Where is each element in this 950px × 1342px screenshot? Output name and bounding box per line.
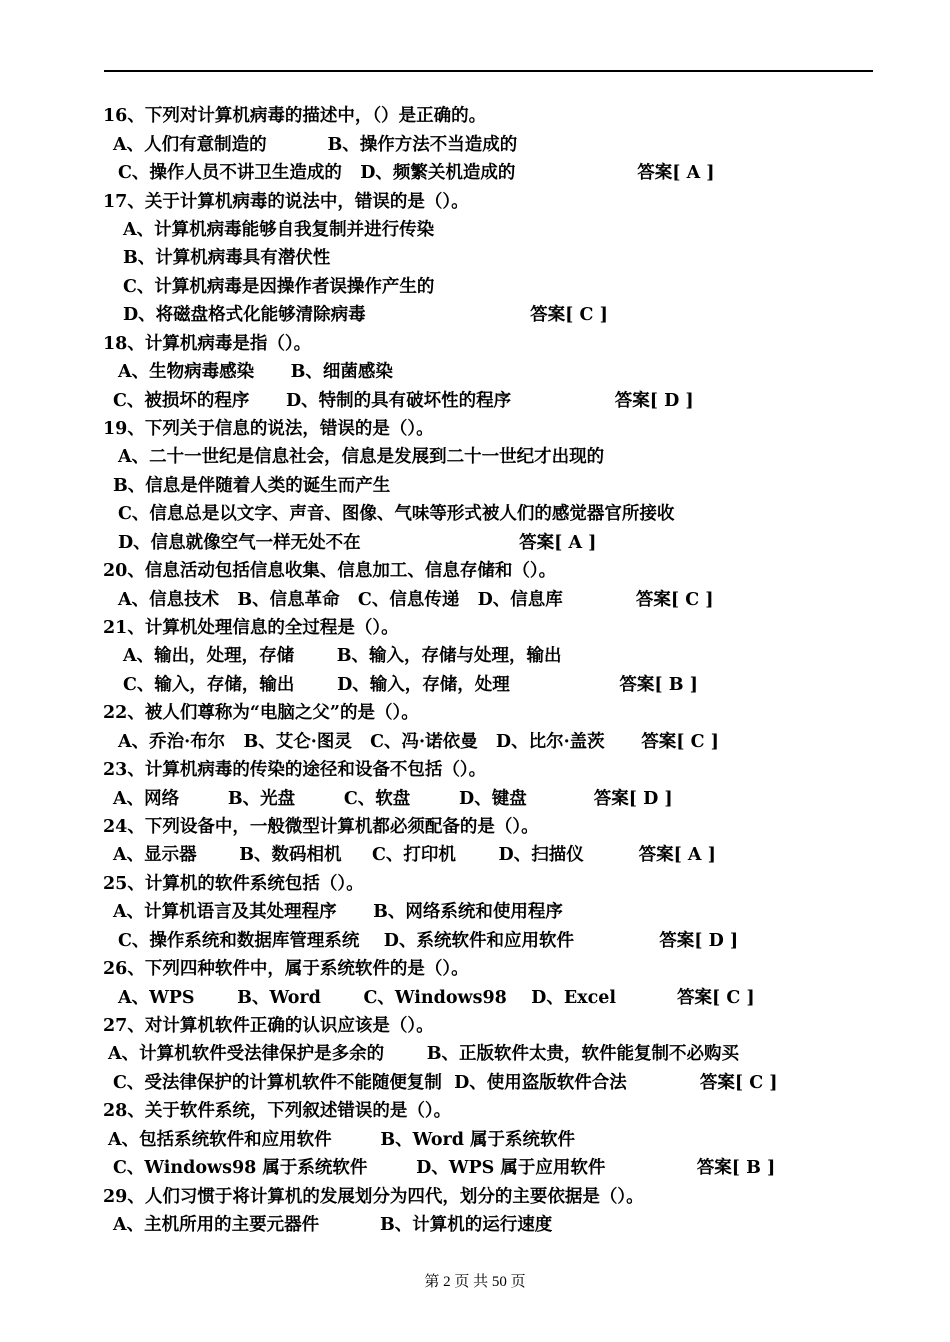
question-line: 28、关于软件系统，下列叙述错误的是（）。 xyxy=(103,1101,452,1121)
option-answer-line: C、操作系统和数据库管理系统 D、系统软件和应用软件 答案[ D ] xyxy=(118,931,739,951)
option-answer-line: A、信息技术 B、信息革命 C、信息传递 D、信息库 答案[ C ] xyxy=(118,590,714,610)
option-line: A、主机所用的主要元器件 B、计算机的运行速度 xyxy=(113,1215,553,1235)
option-answer-line: C、受法律保护的计算机软件不能随便复制 D、使用盗版软件合法 答案[ C ] xyxy=(113,1073,778,1093)
option-answer-line: C、操作人员不讲卫生造成的 D、频繁关机造成的 答案[ A ] xyxy=(118,163,715,183)
question-line: 21、计算机处理信息的全过程是（）。 xyxy=(103,618,399,638)
question-line: 18、计算机病毒是指（）。 xyxy=(103,334,312,354)
option-answer-line: A、显示器 B、数码相机 C、打印机 D、扫描仪 答案[ A ] xyxy=(113,845,716,865)
option-line: A、计算机语言及其处理程序 B、网络系统和使用程序 xyxy=(113,902,563,922)
option-line: C、计算机病毒是因操作者误操作产生的 xyxy=(123,277,435,297)
option-line: A、计算机病毒能够自我复制并进行传染 xyxy=(123,220,435,240)
option-line: C、信息总是以文字、声音、图像、气味等形式被人们的感觉器官所接收 xyxy=(118,504,675,524)
option-answer-line: D、将磁盘格式化能够清除病毒 答案[ C ] xyxy=(123,305,608,325)
option-line: A、输出，处理，存储 B、输入，存储与处理，输出 xyxy=(123,646,562,666)
option-line: A、生物病毒感染 B、细菌感染 xyxy=(118,362,393,382)
question-line: 19、下列关于信息的说法，错误的是（）。 xyxy=(103,419,434,439)
option-answer-line: C、被损坏的程序 D、特制的具有破坏性的程序 答案[ D ] xyxy=(113,391,694,411)
option-answer-line: C、Windows98 属于系统软件 D、WPS 属于应用软件 答案[ B ] xyxy=(113,1158,776,1178)
question-line: 27、对计算机软件正确的认识应该是（）。 xyxy=(103,1016,434,1036)
page-footer: 第 2 页 共 50 页 xyxy=(424,1274,526,1290)
question-line: 24、下列设备中，一般微型计算机都必须配备的是（）。 xyxy=(103,817,539,837)
question-line: 29、人们习惯于将计算机的发展划分为四代，划分的主要依据是（）。 xyxy=(103,1187,644,1207)
option-line: B、信息是伴随着人类的诞生而产生 xyxy=(113,476,391,496)
option-answer-line: A、乔治·布尔 B、艾仑·图灵 C、冯·诺依曼 D、比尔·盖茨 答案[ C ] xyxy=(118,732,719,752)
header-rule xyxy=(104,70,873,72)
option-line: A、包括系统软件和应用软件 B、Word 属于系统软件 xyxy=(108,1130,576,1150)
question-line: 20、信息活动包括信息收集、信息加工、信息存储和（）。 xyxy=(103,561,557,581)
question-line: 26、下列四种软件中，属于系统软件的是（）。 xyxy=(103,959,469,979)
option-answer-line: C、输入，存储，输出 D、输入，存储，处理 答案[ B ] xyxy=(123,675,698,695)
question-line: 17、关于计算机病毒的说法中，错误的是（）。 xyxy=(103,192,469,212)
option-answer-line: A、WPS B、Word C、Windows98 D、Excel 答案[ C ] xyxy=(118,988,755,1008)
option-line: A、二十一世纪是信息社会，信息是发展到二十一世纪才出现的 xyxy=(118,447,605,467)
question-line: 16、下列对计算机病毒的描述中，（）是正确的。 xyxy=(103,106,487,126)
option-line: A、计算机软件受法律保护是多余的 B、正版软件太贵，软件能复制不必购买 xyxy=(108,1044,740,1064)
question-line: 22、被人们尊称为“电脑之父”的是（）。 xyxy=(103,703,419,723)
question-line: 23、计算机病毒的传染的途径和设备不包括（）。 xyxy=(103,760,487,780)
option-answer-line: A、网络 B、光盘 C、软盘 D、键盘 答案[ D ] xyxy=(113,789,673,809)
question-line: 25、计算机的软件系统包括（）。 xyxy=(103,874,364,894)
option-answer-line: D、信息就像空气一样无处不在 答案[ A ] xyxy=(118,533,597,553)
option-line: B、计算机病毒具有潜伏性 xyxy=(123,248,331,268)
option-line: A、人们有意制造的 B、操作方法不当造成的 xyxy=(113,135,518,155)
